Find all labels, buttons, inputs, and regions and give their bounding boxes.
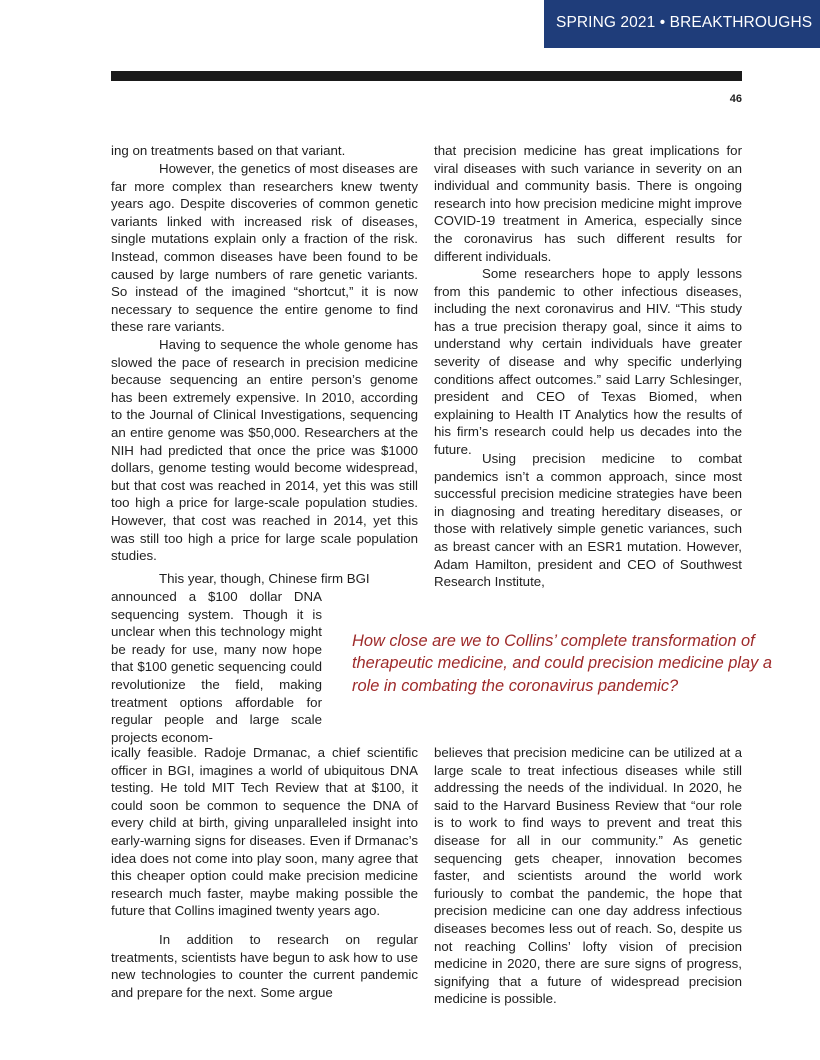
right-paragraph-3-continued: believes that precision medicine can be utilized at a large scale to treat infectious diseases while still addressing the needs of the individual. In 2020, he said to the Harvard Business Review that “our role is to work to find ways to prevent and treat this disease for all in our community.” As genetic sequencing gets cheaper, innovation becomes faster, and scientists around the world work furiously to combat the pandemic, the hope that precision medicine can one day address infectious diseases becomes less out of reach. So, despite us not reaching Collins’ lofty vision of precision medicine in 2020, there are sure signs of progress, signifying that a future of widespread precision medicine is possible. — [434, 745, 742, 1007]
issue-banner: SPRING 2021 • BREAKTHROUGHS — [544, 0, 820, 48]
left-paragraph-4-continued: ically feasible. Radoje Drmanac, a chief scientific officer in BGI, imagines a world of ubiquitous DNA testing. He told MIT Tech Review that at $100, it could soon be common to sequence the DNA of every child at birth, giving unparalleled insight into early-warning signs for diseases. Even if Drmanac’s idea does not come into play soon, many agree that this cheaper option could make precision medicine research much faster, maybe making possible the future that Collins imagined twenty years ago. — [111, 745, 418, 919]
left-paragraph-5: In addition to research on regular treatments, scientists have begun to ask how to use new technologies to counter the current pandemic and prepare for the next. Some argue — [111, 932, 418, 1000]
right-paragraph-2: Some researchers hope to apply lessons from this pandemic to other infectious diseases, including the next coronavirus and HIV. “This study has a true precision therapy goal, since it aims to understand why certain individuals have greater severity of disease and why specific underlying conditions affect outcomes.” said Larry Schlesinger, president and CEO of Texas Biomed, when explaining to Health IT Analytics how the results of his firm’s research could help us decades into the future. — [434, 266, 742, 457]
header-rule — [111, 71, 742, 81]
pull-quote: How close are we to Collins’ complete transformation of therapeutic medicine, and could precision medicine play a role in combating the coronavirus pandemic? — [352, 632, 773, 695]
right-paragraph-1: that precision medicine has great implications for viral diseases with such variance in severity on an individual and community basis. There is ongoing research into how precision medicine might improve COVID-19 treatment in America, especially since the coronavirus has such different results for different individuals. — [434, 143, 742, 264]
left-paragraph-3: Having to sequence the whole genome has slowed the pace of research in precision medicine because sequencing an entire person’s genome has been extremely expensive. In 2010, according to the Journal of Clinical Investigations, sequencing an entire genome was $50,000. Researchers at the NIH had predicted that once the price was $1000 dollars, genome testing would become widespread, but that cost was reached in 2014, yet this was still too high a price for large-scale population studies. However, that cost was reached in 2014, yet this was still too high a price for large scale population studies. — [111, 337, 418, 564]
left-paragraph-2: However, the genetics of most diseases are far more complex than researchers knew twenty years ago. Despite discoveries of common genetic variants linked with increased risk of diseases, single mutations explain only a fraction of the risk. Instead, common diseases have been found to be caused by large numbers of rare genetic variants. So instead of the imagined “shortcut,” it is now necessary to sequence the entire genome to find these rare variants. — [111, 161, 418, 335]
left-paragraph-4-wrapped: announced a $100 dollar DNA sequencing system. Though it is unclear when this technology might be ready for use, many now hope that $100 genetic sequencing could revolutionize the field, making treatment options affordable for regular people and large scale projects econom- — [111, 589, 322, 745]
left-paragraph-1: ing on treatments based on that variant. — [111, 143, 346, 158]
left-paragraph-4: This year, though, Chinese firm BGI — [159, 571, 370, 586]
right-paragraph-3: Using precision medicine to combat pandemics isn’t a common approach, since most successful precision medicine strategies have been in diagnosing and treating hereditary diseases, or those with relatively simple genetic variances, such as breast cancer with an ESR1 mutation. However, Adam Hamilton, president and CEO of Southwest Research Institute, — [434, 451, 742, 590]
page-number: 46 — [729, 93, 742, 105]
